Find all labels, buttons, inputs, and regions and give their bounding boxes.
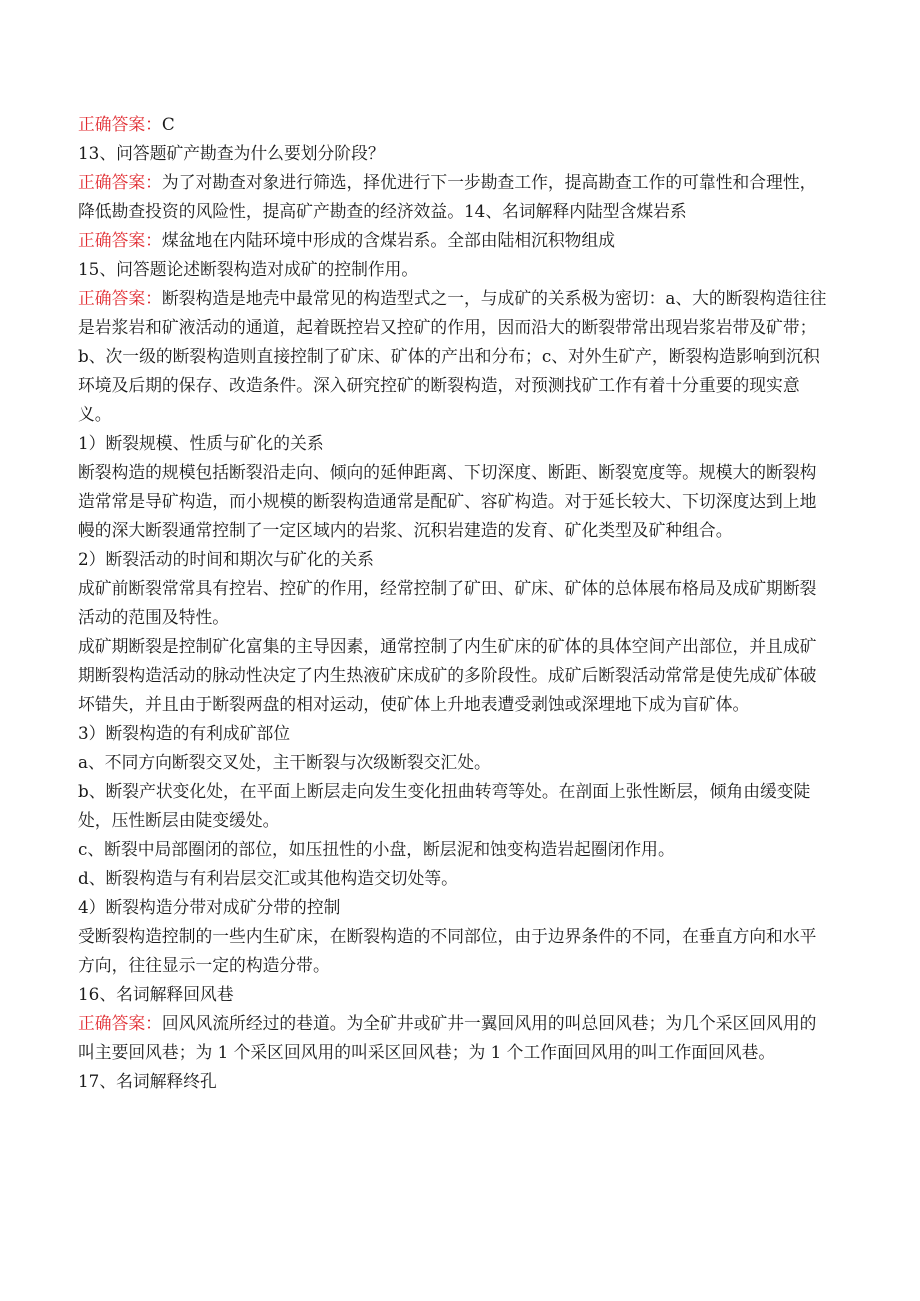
list-item: d、断裂构造与有利岩层交汇或其他构造交切处等。: [78, 868, 458, 888]
answer-label: 正确答案：: [78, 288, 162, 308]
answer-block: [78, 168, 830, 226]
subsection-heading: 1）断裂规模、性质与矿化的关系: [78, 433, 324, 453]
question-heading: 15、问答题论述断裂构造对成矿的控制作用。: [78, 259, 419, 279]
subsection-heading: 2）断裂活动的时间和期次与矿化的关系: [78, 549, 374, 569]
list-item: a、不同方向断裂交叉处，主干断裂与次级断裂交汇处。: [78, 752, 491, 772]
answer-block: [78, 110, 830, 139]
answer-text: 断裂构造是地壳中最常见的构造型式之一，与成矿的关系极为密切：a、大的断裂构造往往是岩浆岩和矿液活动的通道，起着既控岩又控矿的作用，因而沿大的断裂带常出现岩浆岩带及矿带；b、次一级的断裂构造则直接控制了矿床、矿体的产出和分布；c、对外生矿产，断裂构造影响到沉积环境及后期的保存、改造条件。深入研究控矿的断裂构造，对预测找矿工作有着十分重要的现实意义。: [78, 288, 827, 424]
answer-label: 正确答案：: [78, 172, 162, 192]
answer-block: [78, 1009, 830, 1067]
subsection-heading: 4）断裂构造分带对成矿分带的控制: [78, 897, 341, 917]
answer-text: C: [161, 114, 175, 134]
question-heading: 17、名词解释终孔: [78, 1071, 217, 1091]
list-item: b、断裂产状变化处，在平面上断层走向发生变化扭曲转弯等处。在剖面上张性断层，倾角由缓变陡处，压性断层由陡变缓处。: [78, 781, 811, 830]
answer-label: 正确答案：: [78, 1013, 162, 1033]
answer-text: 为了对勘查对象进行筛选，择优进行下一步勘查工作，提高勘查工作的可靠性和合理性，降低勘查投资的风险性，提高矿产勘查的经济效益。14、名词解释内陆型含煤岩系: [78, 172, 817, 221]
body-paragraph: 成矿前断裂常常具有控岩、控矿的作用，经常控制了矿田、矿床、矿体的总体展布格局及成矿期断裂活动的范围及特性。: [78, 578, 817, 627]
answer-block: [78, 284, 830, 429]
subsection-heading: 3）断裂构造的有利成矿部位: [78, 723, 291, 743]
question-heading: 13、问答题矿产勘查为什么要划分阶段？: [78, 143, 385, 163]
document-page: [78, 110, 830, 1096]
body-paragraph: 断裂构造的规模包括断裂沿走向、倾向的延伸距离、下切深度、断距、断裂宽度等。规模大的断裂构造常常是导矿构造，而小规模的断裂构造通常是配矿、容矿构造。对于延长较大、下切深度达到上地幔的深大断裂通常控制了一定区域内的岩浆、沉积岩建造的发育、矿化类型及矿种组合。: [78, 462, 817, 540]
answer-label: 正确答案：: [78, 230, 162, 250]
question-heading: 16、名词解释回风巷: [78, 984, 234, 1004]
list-item: c、断裂中局部圈闭的部位，如压扭性的小盘，断层泥和蚀变构造岩起圈闭作用。: [78, 839, 675, 859]
body-paragraph: 受断裂构造控制的一些内生矿床，在断裂构造的不同部位，由于边界条件的不同，在垂直方向和水平方向，往往显示一定的构造分带。: [78, 926, 817, 975]
body-paragraph: 成矿期断裂是控制矿化富集的主导因素，通常控制了内生矿床的矿体的具体空间产出部位，并且成矿期断裂构造活动的脉动性决定了内生热液矿床成矿的多阶段性。成矿后断裂活动常常是使先成矿体破坏错失，并且由于断裂两盘的相对运动，使矿体上升地表遭受剥蚀或深埋地下成为盲矿体。: [78, 636, 817, 714]
answer-block: [78, 226, 830, 255]
answer-text: 煤盆地在内陆环境中形成的含煤岩系。全部由陆相沉积物组成: [161, 230, 616, 250]
answer-text: 回风风流所经过的巷道。为全矿井或矿井一翼回风用的叫总回风巷；为几个采区回风用的叫主要回风巷；为 1 个采区回风用的叫采区回风巷；为 1 个工作面回风用的叫工作面回风巷。: [78, 1013, 817, 1062]
answer-label: 正确答案：: [78, 114, 162, 134]
